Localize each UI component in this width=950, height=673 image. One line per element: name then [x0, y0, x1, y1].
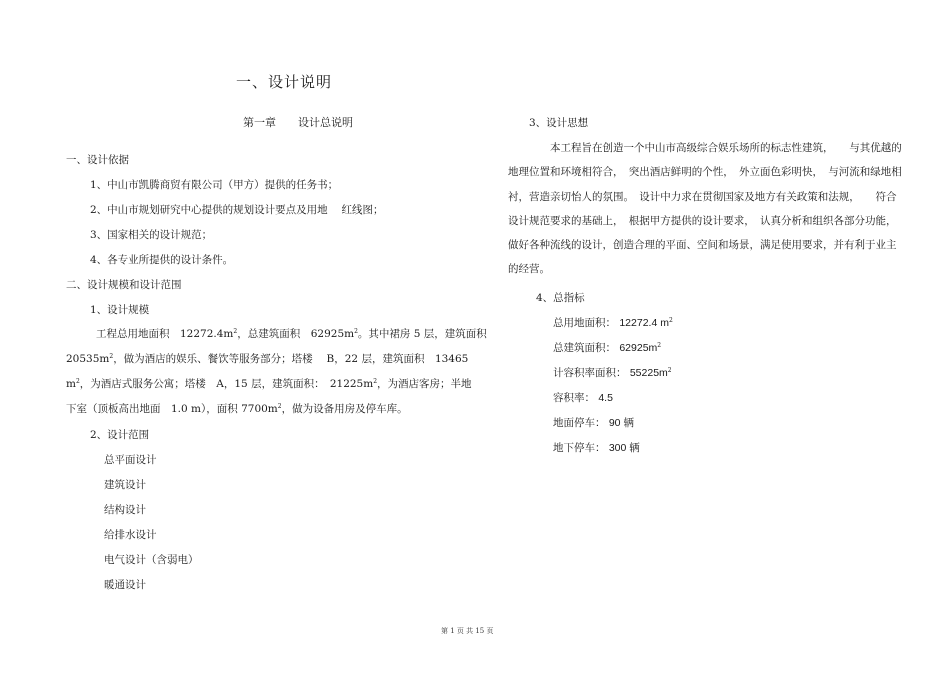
page-number-footer: 第 1 页 共 15 页 — [441, 627, 494, 635]
design-concept-paragraph: 本工程旨在创造一个中山市高级综合娱乐场所的标志性建筑， 与其优越的地理位置和环境相符合， 突出酒店鲜明的个性， 外立面色彩明快， 与河流和绿地相衬，营造亲切怡人的氛围。 设计中力求在贯彻国家及地方有关政策和法规， 符合设计规范要求的基础上， 根据甲方提供的设计要求， 认真分析和组织各部分功能， 做好各种流线的设计，创造合理的平面、空间和场景，满足使用要求，并有利于业主的经营。 — [508, 142, 902, 276]
basis-item-1: 1、中山市凯腾商贸有限公司（甲方）提供的任务书； — [90, 179, 339, 191]
scope-item: 结构设计 — [104, 504, 146, 516]
basis-item-3: 3、国家相关的设计规范； — [90, 229, 213, 241]
chapter-title: 设计总说明 — [298, 116, 353, 129]
chapter-number: 第一章 — [243, 116, 276, 129]
scope-item: 给排水设计 — [104, 529, 157, 541]
section-4-heading: 4、总指标 — [536, 292, 585, 304]
scope-item: 总平面设计 — [104, 454, 157, 466]
scope-item: 暖通设计 — [104, 579, 146, 591]
scope-item: 建筑设计 — [104, 479, 146, 491]
scale-line-1: 工程总用地面积 $12272.4m^2$，总建筑面积 $62925m^2$。其中裙房 5 层，建筑面积 — [96, 328, 487, 340]
section-2-heading: 二、设计规模和设计范围 — [66, 279, 182, 291]
section-3-heading: 3、设计思想 — [529, 117, 589, 129]
document-title: 一、设计说明 — [236, 73, 333, 91]
indicator-row: 容积率： 4.5 — [553, 392, 613, 404]
basis-item-2: 2、中山市规划研究中心提供的规划设计要点及用地 红线图； — [90, 204, 384, 216]
indicator-row: 计容积率面积： $55225m^2$ — [553, 367, 672, 379]
basis-item-4: 4、各专业所提供的设计条件。 — [90, 254, 234, 266]
scope-item: 电气设计（含弱电） — [104, 554, 199, 566]
scope-heading: 2、设计范围 — [90, 429, 150, 441]
section-1-heading: 一、设计依据 — [66, 154, 129, 166]
scale-line-3: $m^2$，为酒店式服务公寓；塔楼 A，15 层，建筑面积： $21225m^2$，为酒店客房；半地 — [66, 378, 472, 390]
scale-line-2: $20535m^2$，做为酒店的娱乐、餐饮等服务部分；塔楼 B，22 层，建筑面积 13465 — [66, 353, 469, 365]
chapter-heading — [243, 116, 353, 130]
indicator-row: 总建筑面积： $62925m^2$ — [553, 342, 662, 354]
scale-heading: 1、设计规模 — [90, 304, 150, 316]
scale-line-4: 下室（顶板高出地面 1.0 m），面积 $7700m^2$，做为设备用房及停车库。 — [66, 403, 408, 415]
indicator-row: 地面停车： 90 辆 — [553, 417, 634, 429]
indicator-row: 地下停车： 300 辆 — [553, 442, 640, 454]
indicator-row: 总用地面积： 12272.4 $m^2$ — [553, 317, 673, 329]
